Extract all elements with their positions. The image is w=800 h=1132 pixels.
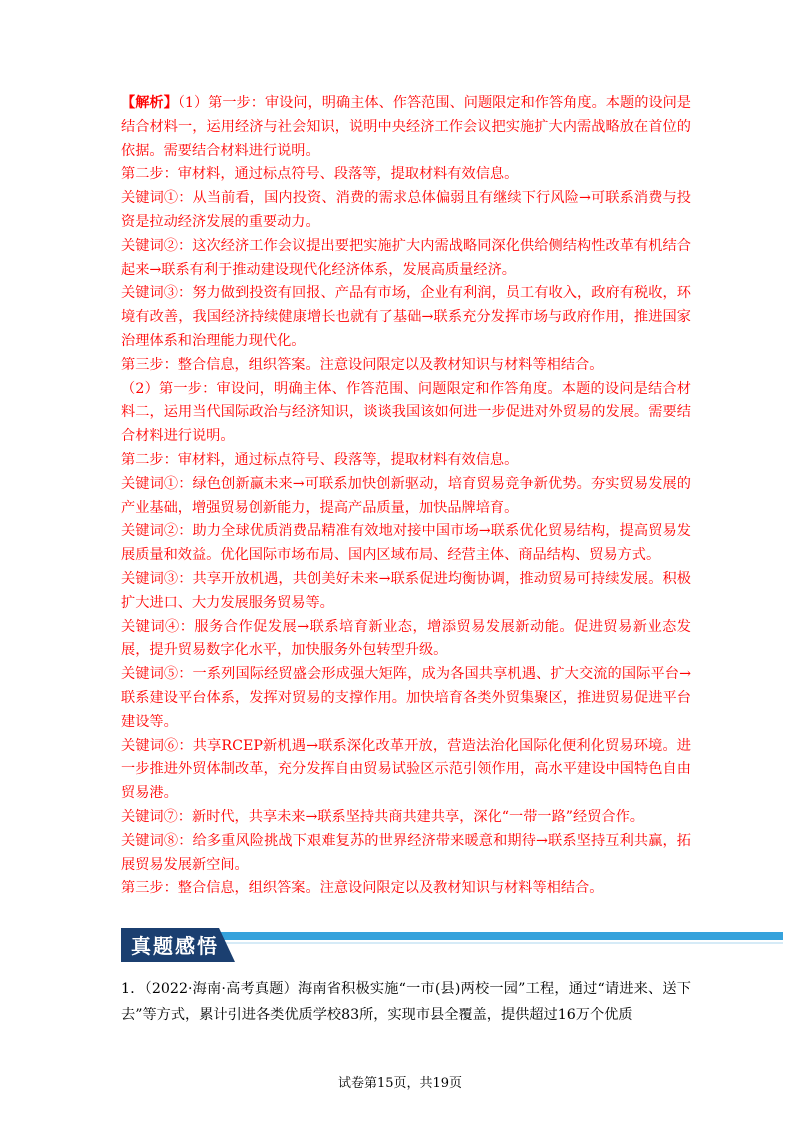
analysis-paragraph: 关键词②：助力全球优质消费品精准有效地对接中国市场→联系优化贸易结构，提高贸易发展质量和效益。优化国际市场布局、国内区域布局、经营主体、商品结构、贸易方式。 (121, 523, 691, 564)
analysis-paragraph: 第二步：审材料，通过标点符号、段落等，提取材料有效信息。 (121, 166, 519, 183)
analysis-paragraph: 第三步：整合信息，组织答案。注意设问限定以及教材知识与材料等相结合。 (121, 356, 604, 373)
analysis-paragraph: 关键词④：服务合作促发展→联系培育新业态，增添贸易发展新动能。促进贸易新业态发展，提升贸易数字化水平，加快服务外包转型升级。 (121, 618, 691, 659)
section-banner (121, 928, 783, 964)
analysis-paragraph: 关键词⑥：共享RCEP新机遇→联系深化改革开放，营造法治化国际化便利化贸易环境。进一步推进外贸体制改革，充分发挥自由贸易试验区示范引领作用，高水平建设中国特色自由贸易港。 (121, 737, 691, 802)
analysis-paragraph-text: （1）第一步：审设问，明确主体、作答范围、问题限定和作答角度。本题的设问是结合材料一，运用经济与社会知识，说明中央经济工作会议把实施扩大内需战略放在首位的依据。需要结合材料进行说明。 (121, 95, 691, 159)
analysis-paragraph: 第三步：整合信息，组织答案。注意设问限定以及教材知识与材料等相结合。 (121, 880, 604, 897)
question-text: 1．（2022·海南·高考真题）海南省积极实施“一市(县)两校一园”工程，通过“请进来、送下去”等方式，累计引进各类优质学校83所，实现市县全覆盖，提供超过16万个优质 (121, 981, 691, 1023)
analysis-paragraph: 第二步：审材料，通过标点符号、段落等，提取材料有效信息。 (121, 451, 519, 468)
analysis-paragraph: 关键词②：这次经济工作会议提出要把实施扩大内需战略同深化供给侧结构性改革有机结合起来→联系有利于推动建设现代化经济体系，发展高质量经济。 (121, 237, 691, 278)
analysis-paragraph: 关键词①：绿色创新赢未来→可联系加快创新驱动，培育贸易竞争新优势。夯实贸易发展的产业基础，增强贸易创新能力，提高产品质量，加快品牌培育。 (121, 475, 691, 516)
analysis-paragraph: 关键词③：努力做到投资有回报、产品有市场，企业有利润，员工有收入，政府有税收，环境有改善，我国经济持续健康增长也就有了基础→联系充分发挥市场与政府作用，推进国家治理体系和治理能力现代化。 (121, 285, 691, 349)
analysis-paragraph: 关键词⑦：新时代，共享未来→联系坚持共商共建共享，深化“一带一路”经贸合作。 (121, 808, 644, 825)
page-footer: 试卷第15页，共19页 (337, 1076, 463, 1091)
analysis-paragraph: （2）第一步：审设问，明确主体、作答范围、问题限定和作答角度。本题的设问是结合材料二，运用当代国际政治与经济知识，谈谈我国该如何进一步促进对外贸易的发展。需要结合材料进行说明。 (121, 380, 691, 445)
analysis-tag: 【解析】 (121, 95, 178, 111)
analysis-paragraph: 关键词⑧：给多重风险挑战下艰难复苏的世界经济带来暖意和期待→联系坚持互利共赢，拓展贸易发展新空间。 (121, 832, 691, 873)
question-block (121, 976, 691, 1028)
analysis-block (121, 92, 691, 901)
analysis-paragraph (121, 92, 691, 163)
analysis-paragraph: 关键词⑤：一系列国际经贸盛会形成强大矩阵，成为各国共享机遇、扩大交流的国际平台→联系建设平台体系，发挥对贸易的支撑作用。加快培育各类外贸集聚区，推进贸易促进平台建设等。 (121, 666, 691, 730)
section-title: 真题感悟 (131, 934, 219, 958)
analysis-paragraph: 关键词③：共享开放机遇，共创美好未来→联系促进均衡协调，推动贸易可持续发展。积极扩大进口、大力发展服务贸易等。 (121, 570, 691, 611)
analysis-paragraph: 关键词①：从当前看，国内投资、消费的需求总体偏弱且有继续下行风险→可联系消费与投资是拉动经济发展的重要动力。 (121, 190, 691, 230)
